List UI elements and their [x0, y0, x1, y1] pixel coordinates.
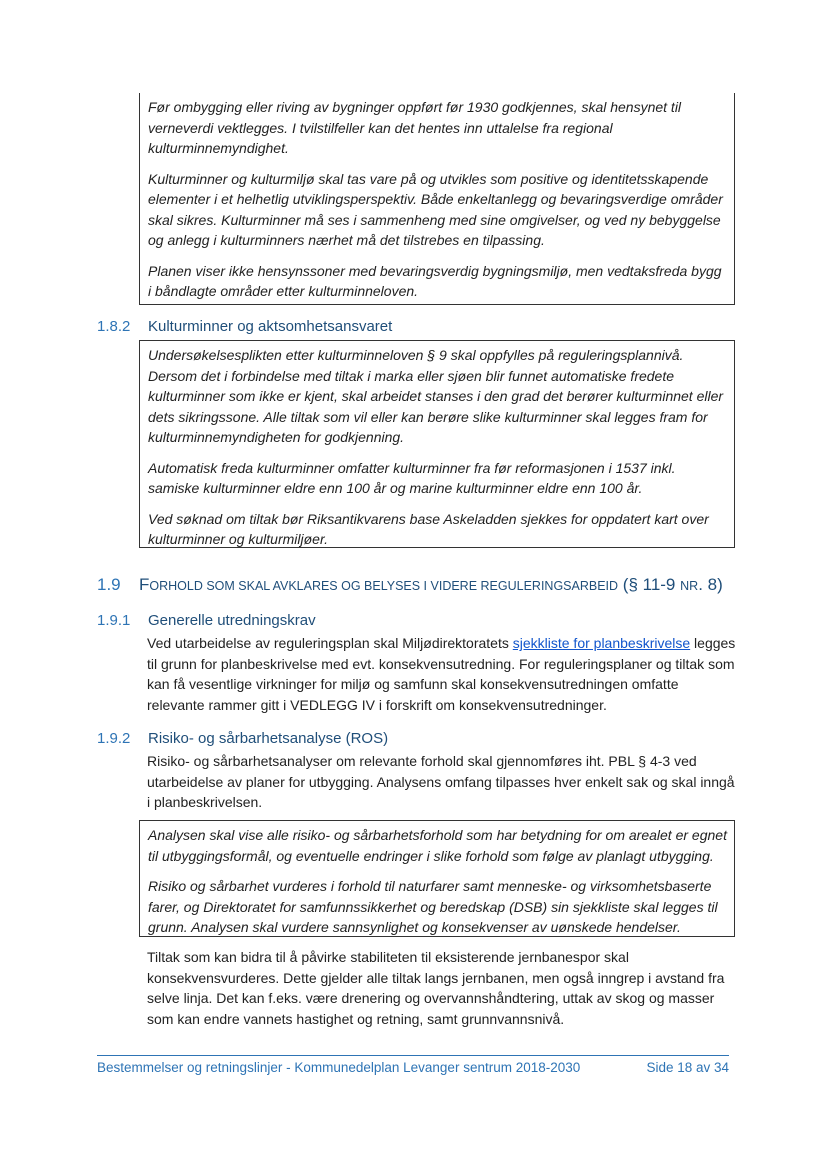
- guideline-paragraph: Kulturminner og kulturmiljø skal tas vare på og utvikles som positive og identitetsskapende elementer i et helhetlig utviklingsperspektiv. Både enkeltanlegg og bevaringsverdige områder skal sikres. Kulturminner må ses i sammenheng med sine omgivelser, og ved ny bebyggelse og anlegg i kulturminners nærhet må det tilstrebes en tilpassing.: [148, 170, 723, 248]
- section-heading: Risiko- og sårbarhetsanalyse (ROS): [148, 730, 389, 747]
- body-paragraph: [147, 633, 737, 715]
- checklist-link[interactable]: sjekkliste for planbeskrivelse: [512, 635, 691, 651]
- text-run: Ved utarbeidelse av reguleringsplan skal Miljødirektoratets: [147, 635, 513, 651]
- section-heading: Generelle utredningskrav: [148, 612, 316, 629]
- section-heading: Kulturminner og aktsomhetsansvaret: [148, 318, 393, 335]
- guideline-paragraph: Undersøkelsesplikten etter kulturminneloven § 9 skal oppfylles på reguleringsplannivå. Dersom det i forbindelse med tiltak i marka eller sjøen blir funnet automatiske fredete kulturminner som ikke er kjent, skal arbeidet stanses i den grad det berører kulturminnet eller dets sikringssone. Alle tiltak som vil eller kan berøre slike kulturminner skal legges fram for kulturminnemyndigheten for godkjenning.: [148, 347, 724, 445]
- text-run: legges til grunn for planbeskrivelse med evt. konsekvensutredning. For reguleringsplaner og tiltak som kan få vesentlige virkninger for miljø og samfunn skal konsekvensutredningen omfatte relevante rammer gitt i VEDLEGG IV i forskrift om konsekvensutredninger.: [147, 635, 736, 713]
- page-number: Side 18 av 34: [646, 1060, 729, 1075]
- guideline-paragraph: Risiko og sårbarhet vurderes i forhold til naturfarer samt menneske- og virksomhetsbaserte farer, og Direktoratet for samfunnssikkerhet og beredskap (DSB) sin sjekkliste skal legges til grunn. Analysen skal vurdere sannsynlighet og konsekvenser av uønskede hendelser.: [148, 878, 718, 935]
- footer-rule: [97, 1055, 729, 1056]
- guideline-box-heritage: [139, 93, 735, 305]
- section-number: 1.9: [97, 575, 121, 594]
- footer-title: Bestemmelser og retningslinjer - Kommunedelplan Levanger sentrum 2018-2030: [97, 1060, 581, 1075]
- guideline-paragraph: Automatisk freda kulturminner omfatter kulturminner fra før reformasjonen i 1537 inkl. samiske kulturminner eldre enn 100 år og marine kulturminner eldre enn 100 år.: [148, 459, 676, 496]
- guideline-paragraph: Ved søknad om tiltak bør Riksantikvarens base Askeladden sjekkes for oppdatert kart over kulturminner og kulturmiljøer.: [148, 510, 709, 547]
- heading-part: . 8): [698, 575, 723, 594]
- guideline-box-ros: [139, 820, 735, 937]
- guideline-paragraph: Analysen skal vise alle risiko- og sårbarhetsforhold som har betydning for om arealet er egnet til utbyggingsformål, og eventuelle endringer i slike forhold som følge av planlagt utbygging.: [148, 827, 727, 864]
- section-number: 1.9.1: [97, 612, 131, 629]
- heading-part: NR: [680, 579, 699, 593]
- guideline-paragraph: Før ombygging eller riving av bygninger oppført før 1930 godkjennes, skal hensynet til verneverdi vektlegges. I tvilstilfeller kan det hentes inn uttalelse fra regional kulturminnemyndighet.: [148, 99, 682, 156]
- section-heading: [139, 575, 723, 595]
- heading-part: (§ 11-9: [618, 575, 681, 594]
- guideline-box-awareness: [139, 340, 735, 548]
- body-paragraph: Tiltak som kan bidra til å påvirke stabiliteten til eksisterende jernbanespor skal konsekvensvurderes. Dette gjelder alle tiltak langs jernbanen, men også inngrep i avstand fra selve linja. Det kan f.eks. være drenering og overvannshåndtering, uttak av skog og masser som kan endre vannets hastighet og retning, samt grunnvannsnivå.: [147, 949, 725, 1027]
- heading-part: F: [139, 575, 150, 594]
- section-number: 1.9.2: [97, 730, 131, 747]
- heading-part: ORHOLD SOM SKAL AVKLARES OG BELYSES I VIDERE REGULERINGSARBEID: [149, 579, 619, 593]
- section-number: 1.8.2: [97, 318, 131, 335]
- guideline-paragraph: Planen viser ikke hensynssoner med bevaringsverdig bygningsmiljø, men vedtaksfreda bygg i båndlagte områder etter kulturminneloven.: [148, 262, 722, 299]
- body-paragraph: Risiko- og sårbarhetsanalyser om relevante forhold skal gjennomføres iht. PBL § 4-3 ved utarbeidelse av planer for utbygging. Analysens omfang tilpasses hver enkelt sak og skal inngå i planbeskrivelsen.: [147, 753, 735, 810]
